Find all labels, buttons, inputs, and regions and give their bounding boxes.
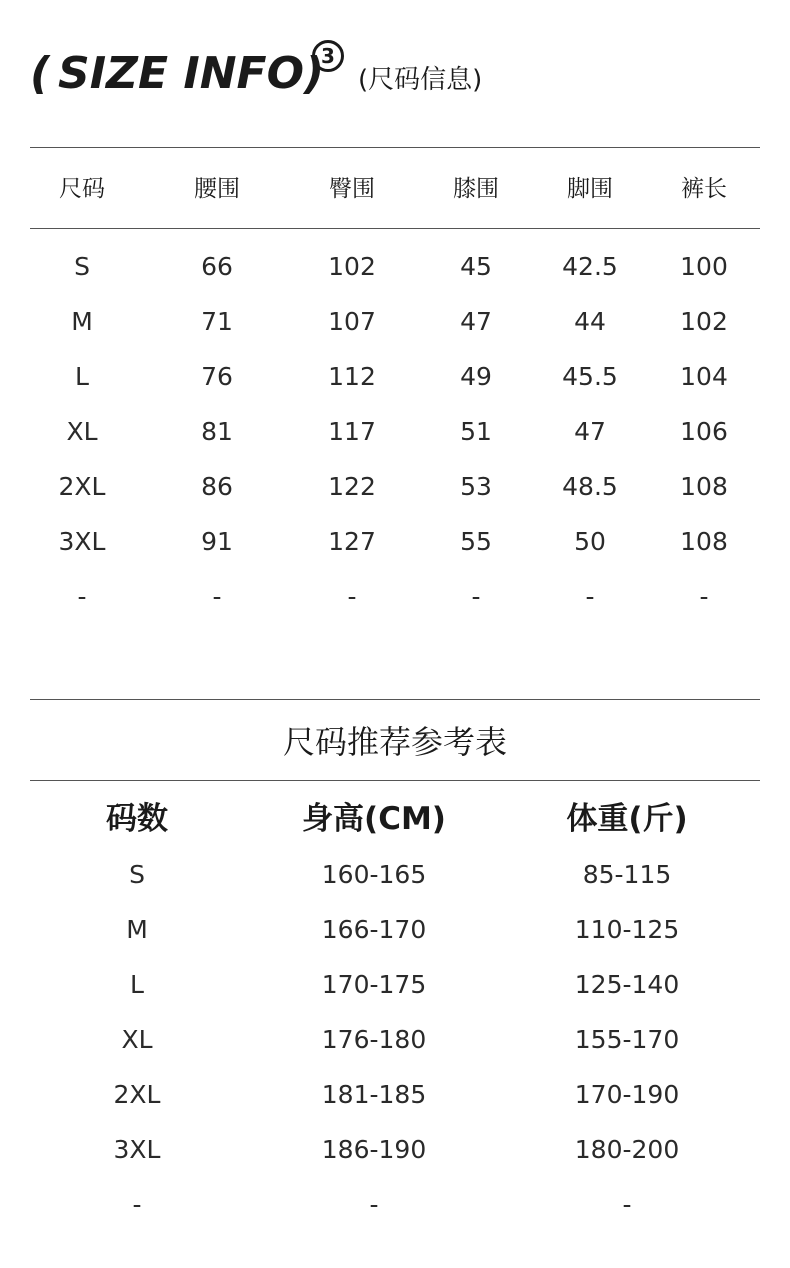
recommend-table-header-cell: 码数 [106, 801, 168, 837]
size-table-cell: XL [66, 417, 98, 446]
size-table-cell: - [212, 582, 222, 611]
size-table-cell: 44 [574, 307, 606, 336]
recommend-table-cell: L [130, 970, 144, 999]
recommend-table-cell: S [129, 860, 145, 889]
recommend-table-header-cell: 身高(CM) [302, 801, 446, 837]
size-table-cell: 55 [460, 527, 492, 556]
size-table-top-rule [30, 147, 760, 148]
size-table-cell: 102 [328, 252, 376, 281]
size-table-cell: 45.5 [562, 362, 618, 391]
size-table-cell: 51 [460, 417, 492, 446]
size-table-cell: 104 [680, 362, 728, 391]
size-table-cell: 71 [201, 307, 233, 336]
recommend-table-cell: 160-165 [321, 860, 427, 889]
size-table-cell: 102 [680, 307, 728, 336]
size-table-header-cell: 膝围 [453, 176, 499, 202]
size-table-cell: - [77, 582, 87, 611]
size-table-header-cell: 脚围 [567, 176, 613, 202]
size-table-header-rule [30, 228, 760, 229]
size-table-cell: - [471, 582, 481, 611]
header-paren-close: ) [304, 48, 325, 99]
size-table-cell: 127 [328, 527, 376, 556]
size-table-cell: 49 [460, 362, 492, 391]
size-table-cell: 3XL [58, 527, 106, 556]
header-paren-open: ( [30, 48, 51, 99]
size-table-cell: 107 [328, 307, 376, 336]
recommend-table-title-rule [30, 780, 760, 781]
size-table-cell: 45 [460, 252, 492, 281]
size-table-cell: 47 [574, 417, 606, 446]
page-header [30, 38, 730, 108]
size-table-cell: 66 [201, 252, 233, 281]
recommend-table-top-rule [30, 699, 760, 700]
size-table-header-cell: 尺码 [59, 176, 105, 202]
size-table-cell: 53 [460, 472, 492, 501]
size-table-cell: 42.5 [562, 252, 618, 281]
size-table-cell: 112 [328, 362, 376, 391]
recommend-table-cell: - [369, 1190, 379, 1219]
recommend-table-header-cell: 体重(斤) [566, 801, 688, 837]
recommend-table-cell: 180-200 [574, 1135, 680, 1164]
recommend-table-cell: 3XL [113, 1135, 161, 1164]
recommend-table-cell: - [132, 1190, 142, 1219]
recommend-table-cell: 181-185 [321, 1080, 427, 1109]
size-table-cell: M [71, 307, 93, 336]
recommend-table-cell: 155-170 [574, 1025, 680, 1054]
recommend-table-cell: 85-115 [582, 860, 672, 889]
page-subtitle: (尺码信息) [358, 65, 483, 95]
recommend-table-cell: 166-170 [321, 915, 427, 944]
size-table-cell: - [699, 582, 709, 611]
size-table-cell: 100 [680, 252, 728, 281]
recommend-table-cell: 125-140 [574, 970, 680, 999]
recommend-table-cell: 2XL [113, 1080, 161, 1109]
size-table-header-cell: 裤长 [681, 176, 727, 202]
size-table-header-cell: 臀围 [329, 176, 375, 202]
recommend-table-cell: 170-190 [574, 1080, 680, 1109]
size-table-cell: - [585, 582, 595, 611]
size-table-cell: 2XL [58, 472, 106, 501]
size-table-cell: 122 [328, 472, 376, 501]
size-table-cell: 108 [680, 472, 728, 501]
size-table-cell: 86 [201, 472, 233, 501]
size-table-cell: 50 [574, 527, 606, 556]
recommend-table-cell: XL [121, 1025, 153, 1054]
recommend-table-cell: 186-190 [321, 1135, 427, 1164]
size-table-cell: 76 [201, 362, 233, 391]
size-table-cell: 81 [201, 417, 233, 446]
recommend-table-cell: 110-125 [574, 915, 680, 944]
size-table-cell: 106 [680, 417, 728, 446]
size-table-cell: 108 [680, 527, 728, 556]
page-title: SIZE INFO [58, 48, 304, 99]
size-table-cell: 47 [460, 307, 492, 336]
size-table-cell: 91 [201, 527, 233, 556]
recommend-table-cell: - [622, 1190, 632, 1219]
size-table-header-cell: 腰围 [194, 176, 240, 202]
recommend-table-cell: 176-180 [321, 1025, 427, 1054]
size-table-cell: S [74, 252, 90, 281]
recommend-table-cell: M [126, 915, 148, 944]
size-table-cell: 48.5 [562, 472, 618, 501]
size-table-cell: - [347, 582, 357, 611]
size-table-cell: L [75, 362, 89, 391]
size-table-cell: 117 [328, 417, 376, 446]
recommend-table-title: 尺码推荐参考表 [282, 723, 507, 761]
section-number-badge: 3 [312, 40, 344, 72]
recommend-table-cell: 170-175 [321, 970, 427, 999]
